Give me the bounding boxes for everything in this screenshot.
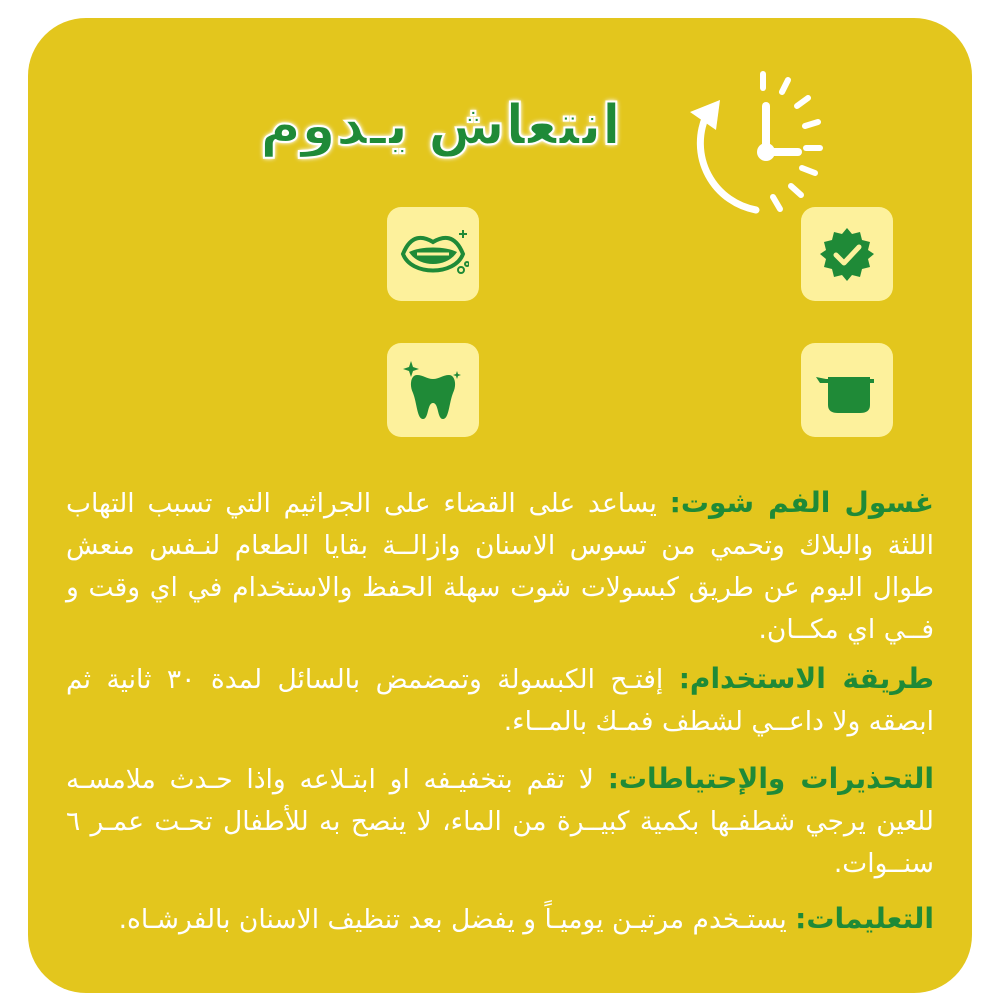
feature-tile bbox=[801, 343, 893, 437]
product-info-card bbox=[28, 18, 972, 993]
section-body: يستـخدم مرتيـن يوميـاً و يفضل بعد تنظيف الاسنان بالفرشـاه. bbox=[118, 904, 796, 935]
features-grid bbox=[28, 18, 972, 458]
mouth-icon bbox=[397, 224, 469, 284]
section-body: لا تقم بتخفيـفه او ابتـلاعه واذا حـدث ملامسـه للعين يرجي شطفـها بكمية كبيــرة من الماء، لا ينصح به للأطفال تحـت عمـر ٦ سنــوات. bbox=[66, 764, 934, 879]
section-heading: التعليمات: bbox=[795, 902, 934, 935]
section-usage bbox=[66, 658, 934, 743]
section-heading: طريقة الاستخدام: bbox=[678, 662, 934, 695]
section-instructions bbox=[66, 898, 934, 941]
feature-tile bbox=[801, 207, 893, 301]
section-body: إفتـح الكبسولة وتمضمض بالسائل لمدة ٣٠ ثانية ثم ابصقه ولا داعــي لشطف فمـك بالمــاء. bbox=[66, 664, 934, 737]
verified-badge-icon bbox=[819, 226, 875, 282]
feature-tile bbox=[387, 207, 479, 301]
section-heading: غسول الفم شوت: bbox=[669, 486, 934, 519]
feature-tile bbox=[387, 343, 479, 437]
capsule-icon bbox=[812, 365, 882, 415]
section-warnings bbox=[66, 758, 934, 885]
section-body: يساعد على القضاء على الجراثيم التي تسبب التهاب اللثة والبلاك وتحمي من تسوس الاسنان وازالــة بقايا الطعام لنـفس منعش طوال اليوم عن طريق كبسولات شوت سهلة الحفظ والاستخدام في اي وقت و فــي اي مكــان. bbox=[66, 488, 934, 645]
tooth-icon bbox=[403, 357, 463, 423]
section-description bbox=[66, 482, 934, 651]
page-title: انتعاش يـدوم bbox=[260, 93, 621, 158]
section-heading: التحذيرات والإحتياطات: bbox=[607, 762, 934, 795]
